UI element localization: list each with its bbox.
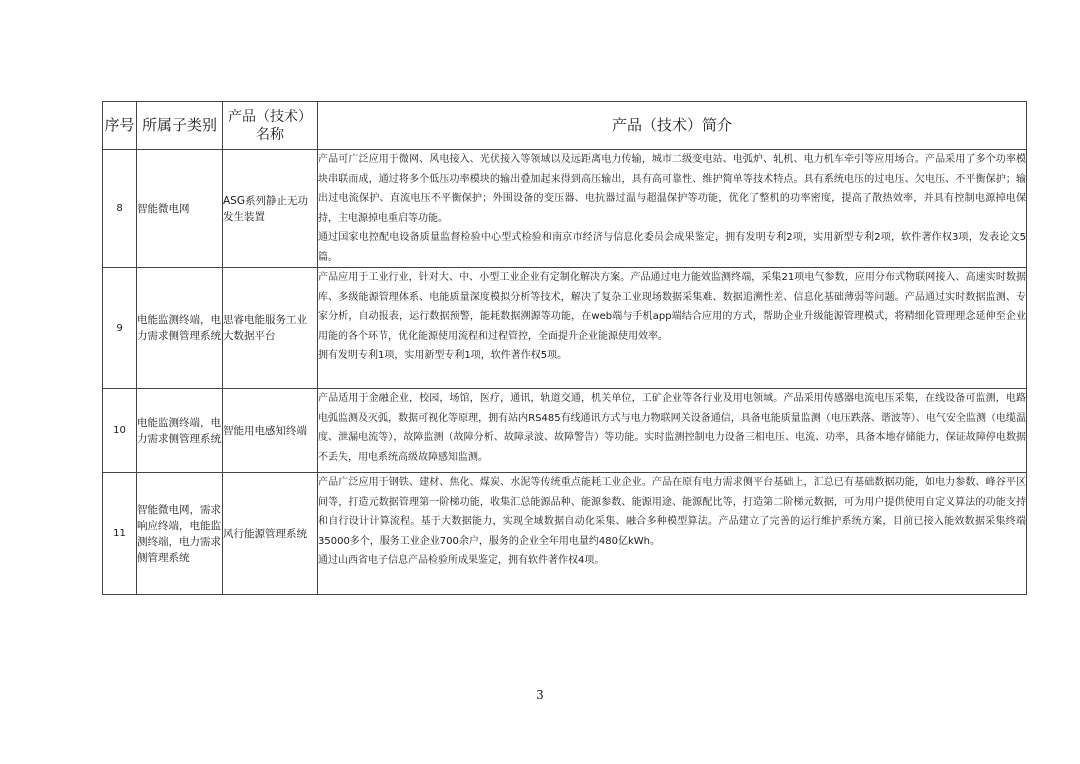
header-category: 所属子类别 [137, 102, 223, 150]
row-category: 智能微电网 [137, 150, 223, 268]
row-num: 11 [103, 473, 137, 595]
table-row [103, 268, 1027, 389]
desc-paragraph: 产品广泛应用于钢铁、建材、焦化、煤炭、水泥等传统重点能耗工业企业。产品在原有电力需求侧平台基础上，汇总已有基础数据功能，如电力参数、峰谷平区间等，打造元数据管理第一阶梯功能，收集汇总能源品种、能源参数、能源用途、能源配比等，打造第二阶梯元数据，可为用户提供使用自定义算法的功能支持和自行设计计算流程。基于大数据能力，实现全域数据自动化采集、融合多种模型算法。产品建立了完善的运行维护系统方案，目前已接入能效数据采集终端35000多个，服务工业企业700余户，服务的企业全年用电量约480亿kWh。 [318, 477, 1026, 547]
row-category: 电能监测终端，电力需求侧管理系统 [137, 389, 223, 473]
desc-paragraph: 产品适用于金融企业，校园，场馆，医疗，通讯，轨道交通，机关单位，工矿企业等各行业及用电领域。产品采用传感器电流电压采集，在线设备可监测，电路电弧监测及灭弧，数据可视化等原理，拥有站内RS485有线通讯方式与电力物联网关设备通信，具备电能质量监测（电压跌落、谐波等）、电气安全监测（电缆温度、泄漏电流等），故障监测（故障分析、故障录波、故障警告）等功能。实时监测控制电力设备三相电压、电流、功率，具备本地存储能力，保证故障停电数据不丢失，用电系统高级故障感知监测。 [318, 393, 1026, 463]
row-name: 智能用电感知终端 [223, 389, 318, 473]
table-row [103, 389, 1027, 473]
table-row [103, 150, 1027, 268]
table-header-row [103, 102, 1027, 150]
desc-paragraph: 产品应用于工业行业，针对大、中、小型工业企业有定制化解决方案。产品通过电力能效监测终端，采集21项电气参数，应用分布式物联网接入、高速实时数据库、多级能源管理体系、电能质量深度模拟分析等技术，解决了复杂工业现场数据采集难、数据追溯性差、信息化基础薄弱等问题。产品通过实时数据监测、专家分析，自动报表，运行数据预警，能耗数据溯源等功能，在web端与手机app端结合应用的方式，帮助企业升级能源管理模式，将精细化管理理念延伸至企业用能的各个环节，优化能源使用流程和过程管控，全面提升企业能源使用效率。 [318, 272, 1026, 342]
header-name [223, 102, 318, 150]
header-desc: 产品（技术）简介 [318, 102, 1027, 150]
product-table [102, 101, 1027, 595]
header-name-line2: 名称 [256, 126, 284, 143]
header-num: 序号 [103, 102, 137, 150]
row-desc [318, 150, 1027, 268]
row-name: 思睿电能服务工业大数据平台 [223, 268, 318, 389]
desc-paragraph: 拥有发明专利1项，实用新型专利1项，软件著作权5项。 [318, 350, 568, 361]
header-name-line1: 产品（技术） [228, 108, 312, 125]
row-desc [318, 389, 1027, 473]
row-name: ASG系列静止无功发生装置 [223, 150, 318, 268]
row-name: 风行能源管理系统 [223, 473, 318, 595]
row-num: 10 [103, 389, 137, 473]
row-num: 8 [103, 150, 137, 268]
desc-paragraph: 产品可广泛应用于微网、风电接入、光伏接入等领域以及远距离电力传输，城市二级变电站、电弧炉、轧机、电力机车牵引等应用场合。产品采用了多个功率模块串联而成，通过将多个低压功率模块的输出叠加起来得到高压输出，具有高可靠性、维护简单等技术特点。具有系统电压的过电压、欠电压、不平衡保护；输出过电流保护、直流电压不平衡保护；外围设备的变压器、电抗器过温与超温保护等功能，优化了整机的功率密度，提高了散热效率，并具有控制电源掉电保持，主电源掉电重启等功能。 [318, 154, 1026, 224]
page-number: 3 [536, 688, 544, 702]
row-desc [318, 473, 1027, 595]
row-num: 9 [103, 268, 137, 389]
desc-paragraph: 通过国家电控配电设备质量监督检验中心型式检验和南京市经济与信息化委员会成果鉴定，拥有发明专利2项，实用新型专利2项，软件著作权3项，发表论文5篇。 [318, 232, 1026, 263]
row-category: 智能微电网，需求响应终端，电能监测终端，电力需求侧管理系统 [137, 473, 223, 595]
table-row [103, 473, 1027, 595]
row-desc [318, 268, 1027, 389]
row-category: 电能监测终端，电力需求侧管理系统 [137, 268, 223, 389]
desc-paragraph: 通过山西省电子信息产品检验所成果鉴定，拥有软件著作权4项。 [318, 555, 605, 566]
